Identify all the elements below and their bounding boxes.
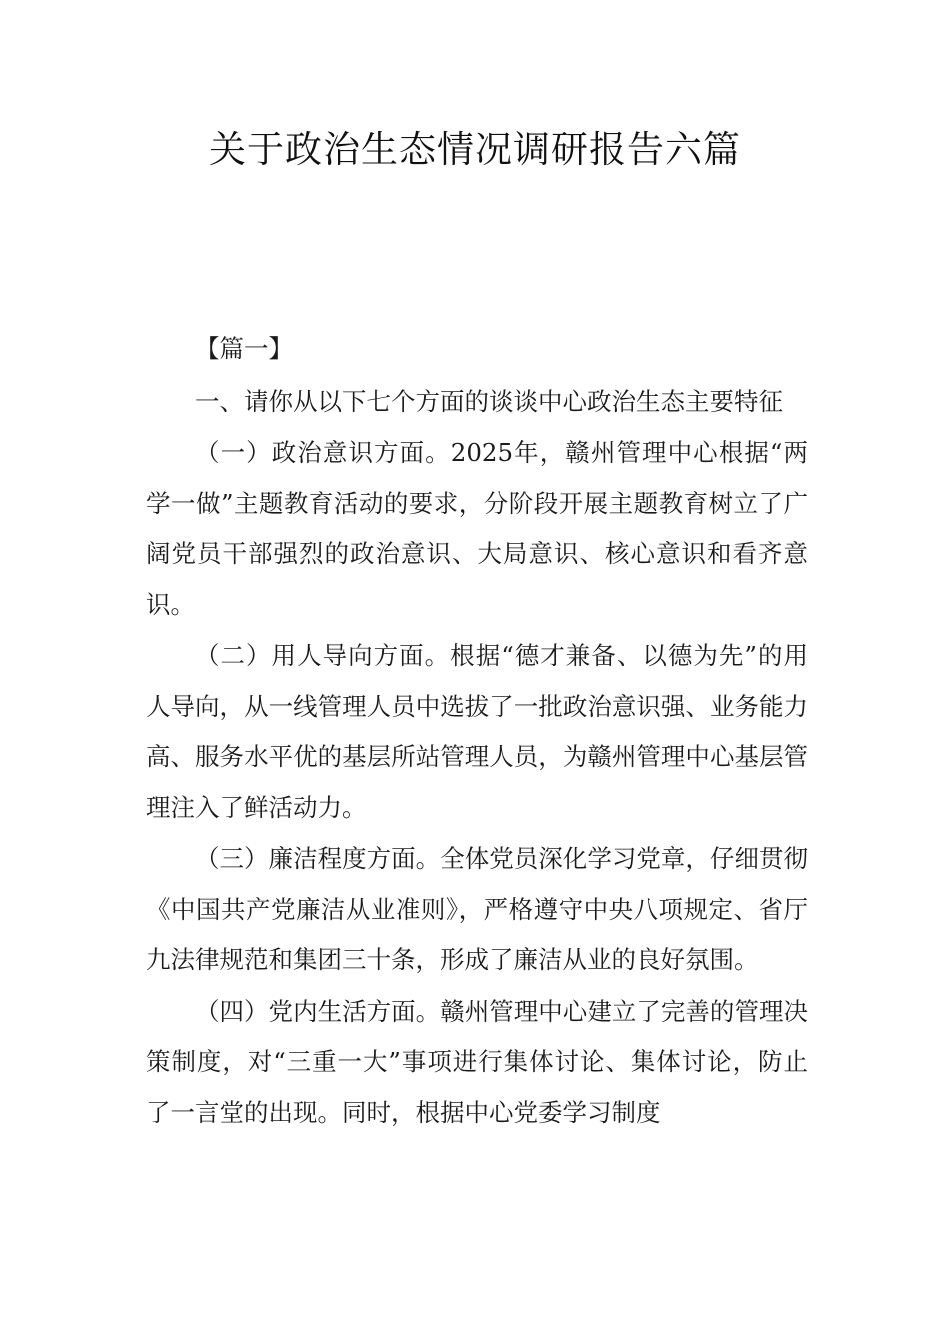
paragraph-party-life: （四）党内生活方面。赣州管理中心建立了完善的管理决策制度，对“三重一大”事项进行集体讨论、集体讨论，防止了一言堂的出现。同时，根据中心党委学习制度 [146, 996, 808, 1127]
document-title: 关于政治生态情况调研报告六篇 [209, 128, 741, 171]
document-body [146, 324, 808, 1138]
paragraph-integrity: （三）廉洁程度方面。全体党员深化学习党章，仔细贯彻《中国共产党廉洁从业准则》，严格遵守中央八项规定、省厅九法律规范和集团三十条，形成了廉洁从业的良好氛围。 [146, 844, 808, 974]
section-heading: 【篇一】 [195, 334, 293, 363]
paragraph-employment-orientation: （二）用人导向方面。根据“德才兼备、以德为先”的用人导向，从一线管理人员中选拔了一批政治意识强、业务能力高、服务水平优的基层所站管理人员，为赣州管理中心基层管理注入了鲜活动力。 [146, 641, 808, 822]
paragraph-question: 一、请你从以下七个方面的谈谈中心政治生态主要特征 [195, 386, 783, 416]
paragraph-political-awareness: （一）政治意识方面。2025年，赣州管理中心根据“两学一做”主题教育活动的要求，分阶段开展主题教育树立了广阔党员干部强烈的政治意识、大局意识、核心意识和看齐意识。 [146, 438, 808, 619]
